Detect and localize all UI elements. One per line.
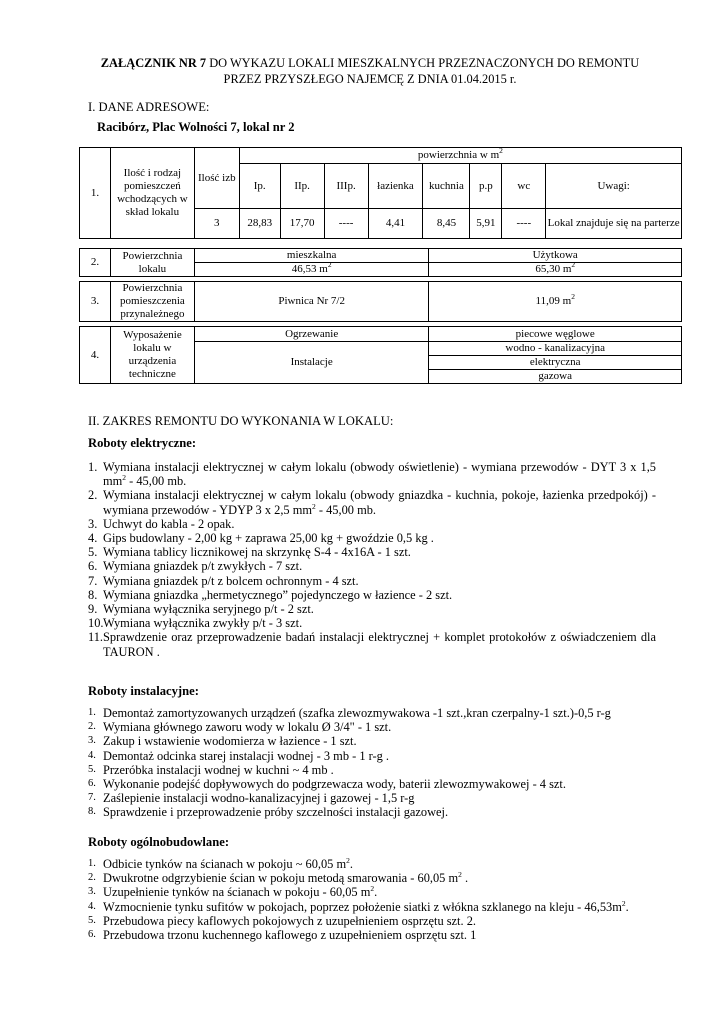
item-text: Wymiana gniazdka „hermetycznego” pojedynczego w łazience - 2 szt.: [103, 587, 453, 602]
col-header: IIIp.: [324, 164, 368, 209]
item-text: Demontaż odcinka starej instalacji wodnej - 3 mb - 1 r-g .: [103, 748, 390, 763]
list-item: [88, 517, 656, 531]
item-text: Uzupełnienie tynków na ścianach w pokoju - 60,05 m: [103, 885, 371, 900]
cell-value: 8,45: [423, 209, 470, 239]
cell-value: ----: [502, 209, 546, 239]
electrical-list: [88, 460, 656, 659]
item-number: 2.: [88, 872, 96, 884]
item-number: 4.: [88, 900, 96, 912]
item-number: 3.: [88, 735, 96, 747]
list-item: [88, 602, 656, 616]
list-item: [88, 749, 656, 763]
item-text: Przebudowa piecy kaflowych pokojowych z uzupełnieniem osprzętu szt. 2.: [103, 913, 476, 928]
item-text: Wymiana wyłącznika zwykły p/t - 3 szt.: [103, 616, 303, 631]
item-text: Zakup i wstawienie wodomierza w łazience - 1 szt.: [103, 734, 357, 749]
col-header: Ip.: [239, 164, 280, 209]
item-text: Wzmocnienie tynku sufitów w pokojach, poprzez położenie siatki z włókna szklanego na kleju - 46,53m: [103, 899, 622, 914]
item-text: Wykonanie podejść dopływowych do podgrzewacza wody, baterii zlewozmywakowej - 4 szt.: [103, 777, 566, 792]
item-superscript: 2: [621, 898, 626, 908]
area-header: powierzchnia w $m^2$: [239, 148, 681, 164]
item-superscript: 2: [122, 473, 127, 483]
auxiliary-name: Piwnica Nr 7/2: [194, 282, 429, 322]
list-item: [88, 559, 656, 573]
item-text: Sprawdzenie i przeprowadzenie próby szczelności instalacji gazowej.: [103, 805, 449, 820]
title-bold: ZAŁĄCZNIK NR 7: [100, 56, 207, 70]
item-text: Zaślepienie instalacji wodno-kanalizacyjnej i gazowej - 1,5 r-g: [103, 791, 415, 806]
item-number: 10.: [88, 616, 104, 631]
item-number: 7.: [88, 792, 96, 804]
list-item: [88, 630, 656, 658]
item-text: Wymiana gniazdek p/t z bolcem ochronnym - 4 szt.: [103, 573, 359, 588]
item-number: 2.: [88, 488, 98, 503]
auxiliary-room-table: [79, 281, 682, 322]
rooms-table: [79, 147, 682, 239]
item-number: 9.: [88, 602, 98, 617]
list-item: [88, 531, 656, 545]
list-item: [88, 734, 656, 748]
plumbing-list: [88, 706, 656, 820]
cell-value: ----: [324, 209, 368, 239]
item-text: Wymiana tablicy licznikowej na skrzynkę S-4 - 4x16A - 1 szt.: [103, 545, 411, 560]
list-item: [88, 763, 656, 777]
list-item: [88, 928, 656, 942]
col-header: IIp.: [280, 164, 324, 209]
plumbing-title: Roboty instalacyjne:: [88, 684, 199, 698]
list-item: [88, 871, 656, 885]
item-text: Wymiana wyłącznika seryjnego p/t - 2 szt.: [103, 602, 314, 617]
equipment-table: [79, 326, 682, 384]
cell-value: 4,41: [368, 209, 423, 239]
list-item: [88, 857, 656, 871]
item-text: Wymiana instalacji elektrycznej w całym lokalu (obwody gniazdka - kuchnia, pokoje, łazienka przedpokój) - wymiana przewodów - YDYP 3 x 2,5 mm: [103, 488, 656, 517]
col-header: Uwagi:: [546, 164, 682, 209]
item-number: 8.: [88, 806, 96, 818]
item-number: 4.: [88, 531, 98, 546]
cell-value: 5,91: [470, 209, 502, 239]
item-superscript: 2: [458, 870, 462, 880]
col-header: łazienka: [368, 164, 423, 209]
row-number: 3.: [80, 282, 111, 322]
list-item: [88, 616, 656, 630]
item-number: 4.: [88, 749, 96, 761]
item-text: Wymiana gniazdek p/t zwykłych - 7 szt.: [103, 559, 303, 574]
list-item: [88, 900, 656, 914]
room-count-label: Ilość izb: [194, 148, 239, 209]
list-item: [88, 706, 656, 720]
cell-value: 3: [194, 209, 239, 239]
row-number: 1.: [80, 148, 111, 239]
section2-heading: II. ZAKRES REMONTU DO WYKONANIA W LOKALU:: [88, 414, 394, 428]
cell-value: 28,83: [239, 209, 280, 239]
item-text: Demontaż zamortyzowanych urządzeń (szafka zlewozmywakowa -1 szt.,kran czerpalny-1 szt.)-0,5 r-g: [103, 706, 611, 720]
item-number: 5.: [88, 763, 96, 775]
item-text-suffix: .: [625, 899, 629, 914]
list-item: [88, 791, 656, 805]
heating-label: Ogrzewanie: [194, 327, 429, 342]
list-item: [88, 588, 656, 602]
list-item: [88, 914, 656, 928]
item-text-suffix: .: [374, 885, 378, 900]
item-number: 7.: [88, 573, 98, 588]
list-item: [88, 545, 656, 559]
usable-area-value: 65,30 $m^2$: [429, 263, 682, 277]
item-number: 6.: [88, 559, 98, 574]
item-number: 5.: [88, 545, 98, 560]
list-item: [88, 460, 656, 488]
item-number: 6.: [88, 929, 96, 941]
living-area-label: mieszkalna: [194, 249, 429, 263]
rooms-label: Ilość i rodzaj pomieszczeń wchodzących w skład lokalu: [110, 148, 194, 239]
cell-value: 17,70: [280, 209, 324, 239]
item-text: Sprawdzenie oraz przeprowadzenie badań instalacji elektrycznej + komplet protokołów z oświadczeniem dla TAURON .: [103, 630, 656, 659]
list-item: [88, 720, 656, 734]
electrical-title: Roboty elektryczne:: [88, 436, 197, 450]
remarks-value: Lokal znajduje się na parterze: [546, 209, 682, 239]
section1-heading: I. DANE ADRESOWE:: [88, 100, 210, 114]
auxiliary-label: Powierzchnia pomieszczenia przynależnego: [110, 282, 194, 322]
list-item: [88, 885, 656, 899]
item-text-suffix: .: [461, 871, 469, 886]
row-number: 4.: [80, 327, 111, 384]
item-number: 1.: [88, 460, 98, 474]
item-superscript: 2: [312, 501, 316, 511]
item-number: 3.: [88, 516, 98, 531]
item-number: 2.: [88, 721, 96, 733]
item-text: Przebudowa trzonu kuchennego kaflowego z uzupełnieniem osprzętu szt. 1: [103, 928, 477, 943]
title-rest: DO WYKAZU LOKALI MIESZKALNYCH PRZEZNACZONYCH DO REMONTU: [206, 56, 640, 70]
col-header: p.p: [470, 164, 502, 209]
item-text-suffix: - 45,00 mb.: [315, 502, 376, 517]
installation-value: wodno - kanalizacyjna: [429, 342, 682, 356]
item-text: Gips budowlany - 2,00 kg + zaprawa 25,00 kg + gwoździe 0,5 kg .: [103, 531, 434, 546]
col-header: kuchnia: [423, 164, 470, 209]
item-number: 6.: [88, 778, 96, 790]
item-text-suffix: .: [349, 857, 353, 871]
item-text: Wymiana głównego zaworu wody w lokalu Ø 3/4" - 1 szt.: [103, 720, 392, 735]
heating-value: piecowe węglowe: [429, 327, 682, 342]
item-number: 1.: [88, 858, 96, 869]
item-text: Wymiana instalacji elektrycznej w całym lokalu (obwody oświetlenie) - wymiana przewodów - DYT 3 x 1,5 mm: [103, 460, 656, 489]
list-item: [88, 488, 656, 516]
installation-value: elektryczna: [429, 356, 682, 370]
general-list: [88, 857, 656, 942]
equipment-label: Wyposażenie lokalu w urządzenia techniczne: [110, 327, 194, 384]
item-number: 11.: [88, 630, 104, 645]
installations-label: Instalacje: [194, 342, 429, 384]
item-number: 1.: [88, 707, 96, 718]
item-number: 8.: [88, 587, 98, 602]
item-number: 3.: [88, 886, 96, 898]
item-text: Uchwyt do kabla - 2 opak.: [103, 516, 235, 531]
installation-value: gazowa: [429, 370, 682, 384]
item-number: 5.: [88, 914, 96, 926]
list-item: [88, 574, 656, 588]
item-text: Przeróbka instalacji wodnej w kuchni ~ 4 mb .: [103, 762, 334, 777]
auxiliary-value: 11,09 $m^2$: [429, 282, 682, 322]
list-item: [88, 777, 656, 791]
item-text: Dwukrotne odgrzybienie ścian w pokoju metodą smarowania - 60,05 m: [103, 871, 459, 886]
general-title: Roboty ogólnobudowlane:: [88, 835, 230, 849]
item-superscript: 2: [346, 856, 350, 865]
item-text-suffix: - 45,00 mb.: [126, 474, 187, 489]
address: Racibórz, Plac Wolności 7, lokal nr 2: [97, 120, 295, 134]
row-number: 2.: [80, 249, 111, 277]
usable-area-label: Użytkowa: [429, 249, 682, 263]
title-line2: PRZEZ PRZYSZŁEGO NAJEMCĘ Z DNIA 01.04.2015 r.: [223, 72, 517, 86]
living-area-value: 46,53 $m^2$: [194, 263, 429, 277]
item-superscript: 2: [370, 884, 375, 894]
list-item: [88, 805, 656, 819]
document-title: [70, 55, 670, 87]
area-table: [79, 248, 682, 277]
area-label: Powierzchnia lokalu: [110, 249, 194, 277]
item-text: Odbicie tynków na ścianach w pokoju ~ 60,05 m: [103, 857, 347, 871]
col-header: wc: [502, 164, 546, 209]
